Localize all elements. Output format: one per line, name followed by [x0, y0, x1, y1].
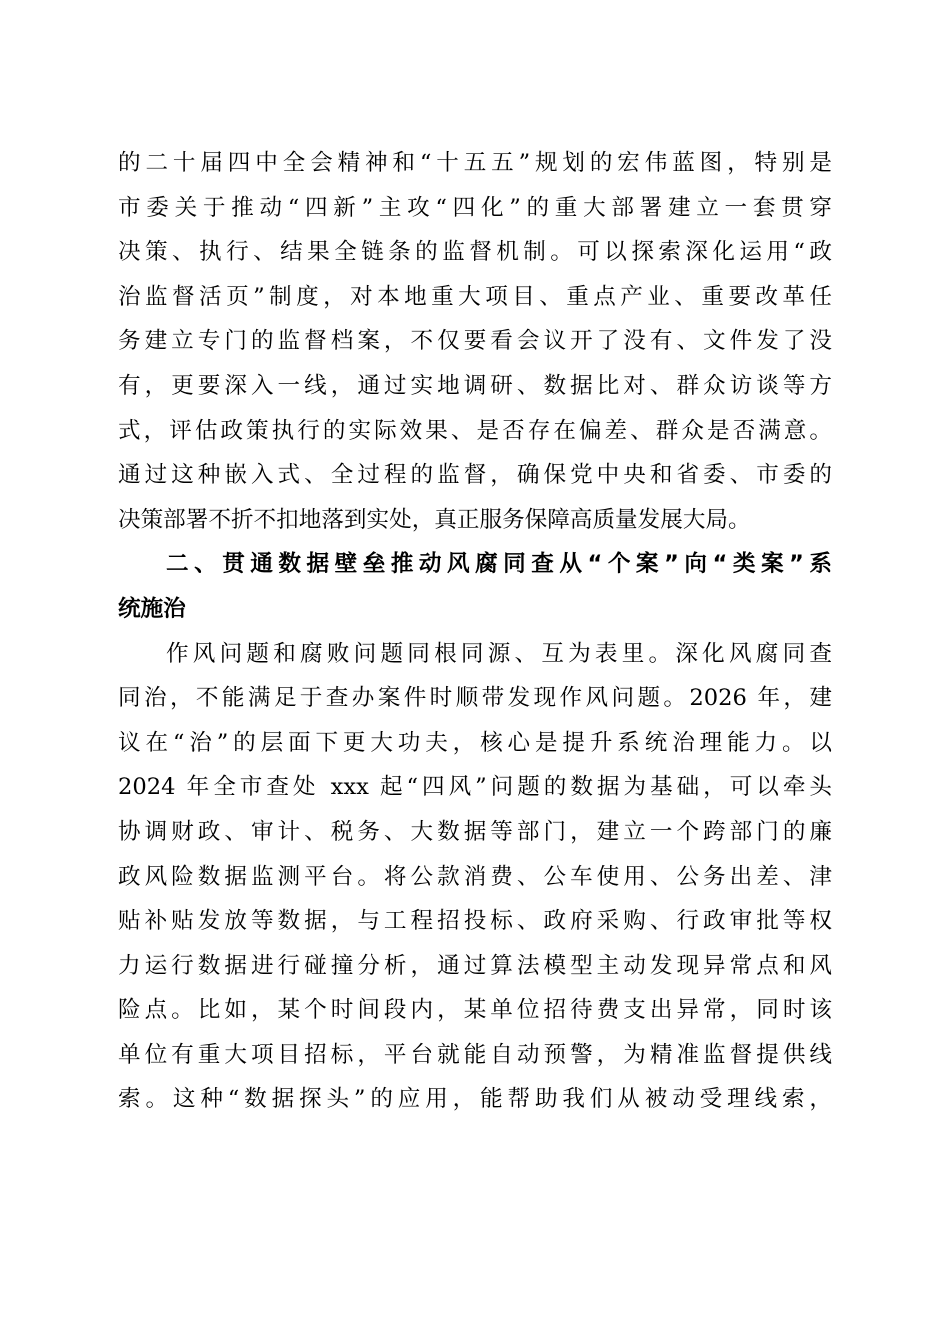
text-line: 单位有重大项目招标，平台就能自动预警，为精准监督提供线 — [118, 1041, 832, 1068]
text-line: 政风险数据监测平台。将公款消费、公车使用、公务出差、津 — [118, 863, 832, 890]
section-heading — [118, 542, 832, 631]
text-line: 索。这种“数据探头”的应用，能帮助我们从被动受理线索， — [118, 1086, 832, 1113]
text-line: 通过这种嵌入式、全过程的监督，确保党中央和省委、市委的 — [118, 462, 832, 489]
text-line: 作风问题和腐败问题同根同源、互为表里。深化风腐同查 — [166, 640, 832, 667]
text-line: 市委关于推动“四新”主攻“四化”的重大部署建立一套贯穿 — [118, 194, 832, 221]
text-line: 务建立专门的监督档案，不仅要看会议开了没有、文件发了没 — [118, 328, 832, 355]
text-line: 式，评估政策执行的实际效果、是否存在偏差、群众是否满意。 — [118, 417, 832, 444]
paragraph-continued — [118, 141, 832, 542]
text-line: 协调财政、审计、税务、大数据等部门，建立一个跨部门的廉 — [118, 818, 832, 845]
heading-line: 二、贯通数据壁垒推动风腐同查从“个案”向“类案”系 — [166, 551, 832, 578]
text-line: 决策、执行、结果全链条的监督机制。可以探索深化运用“政 — [118, 239, 832, 266]
text-line: 治监督活页”制度，对本地重大项目、重点产业、重要改革任 — [118, 283, 832, 310]
text-line: 力运行数据进行碰撞分析，通过算法模型主动发现异常点和风 — [118, 952, 832, 979]
document-body — [118, 141, 832, 1122]
text-line: 有，更要深入一线，通过实地调研、数据比对、群众访谈等方 — [118, 372, 832, 399]
text-line: 议在“治”的层面下更大功夫，核心是提升系统治理能力。以 — [118, 729, 832, 756]
paragraph — [118, 632, 832, 1123]
text-line: 贴补贴发放等数据，与工程招投标、政府采购、行政审批等权 — [118, 908, 832, 935]
text-line: 的二十届四中全会精神和“十五五”规划的宏伟蓝图，特别是 — [118, 150, 832, 176]
heading-line: 统施治 — [118, 595, 186, 622]
text-line: 险点。比如，某个时间段内，某单位招待费支出异常，同时该 — [118, 997, 832, 1024]
text-line: 2024 年全市查处 xxx 起“四风”问题的数据为基础，可以牵头 — [118, 774, 832, 801]
text-line: 同治，不能满足于查办案件时顺带发现作风问题。2026 年，建 — [118, 685, 832, 712]
text-line: 决策部署不折不扣地落到实处，真正服务保障高质量发展大局。 — [118, 506, 751, 533]
